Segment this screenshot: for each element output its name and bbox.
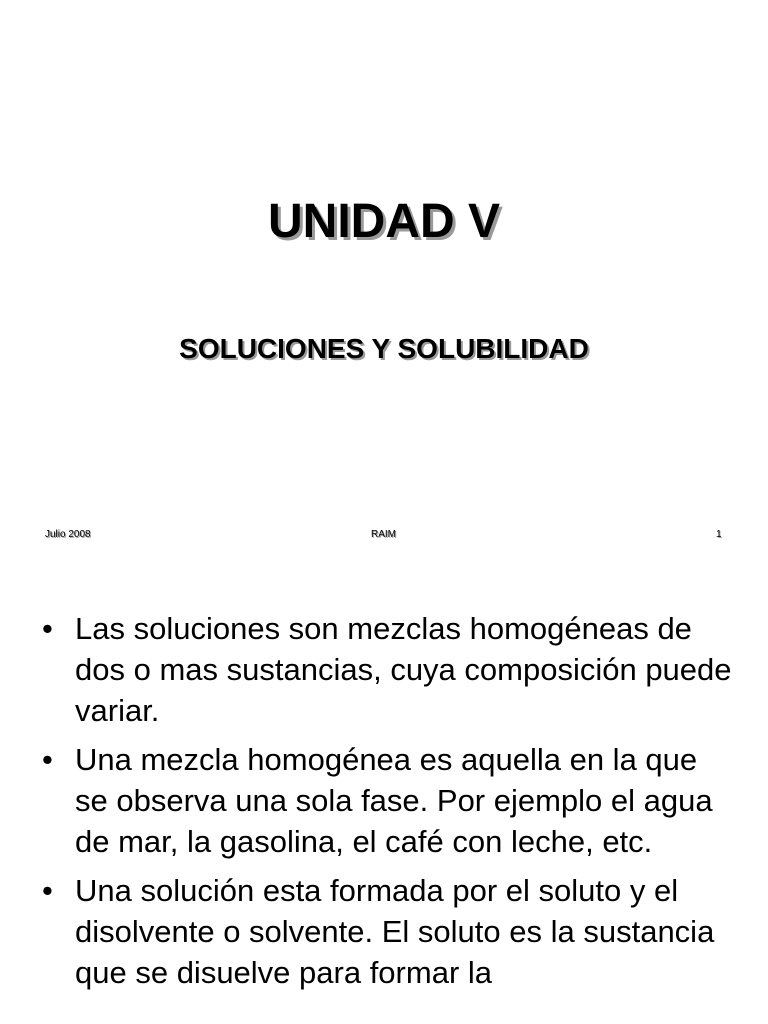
footer-date: Julio 2008 [45, 529, 91, 540]
slide-title: UNIDAD V [267, 195, 500, 248]
bullet-item [42, 608, 732, 731]
slide-subtitle: SOLUCIONES Y SOLUBILIDAD [179, 333, 589, 364]
bullet-list [42, 608, 732, 1001]
bullet-point-icon: • [42, 742, 53, 777]
footer-page-number: 1 [716, 529, 722, 540]
bullet-text: Una solución esta formada por el soluto y el disolvente o solvente. El soluto es la sustancia que se disuelve para formar la [75, 873, 715, 990]
bullet-text: Las soluciones son mezclas homogéneas de dos o mas sustancias, cuya composición puede variar. [75, 611, 732, 728]
content-slide [0, 560, 768, 1024]
footer-author: RAIM [371, 529, 396, 540]
bullet-text: Una mezcla homogénea es aquella en la que se observa una sola fase. Por ejemplo el agua de mar, la gasolina, el café con leche, etc. [75, 742, 713, 859]
bullet-point-icon: • [42, 873, 53, 908]
bullet-point-icon: • [42, 611, 53, 646]
bullet-item [42, 739, 732, 862]
bullet-item [42, 870, 732, 993]
